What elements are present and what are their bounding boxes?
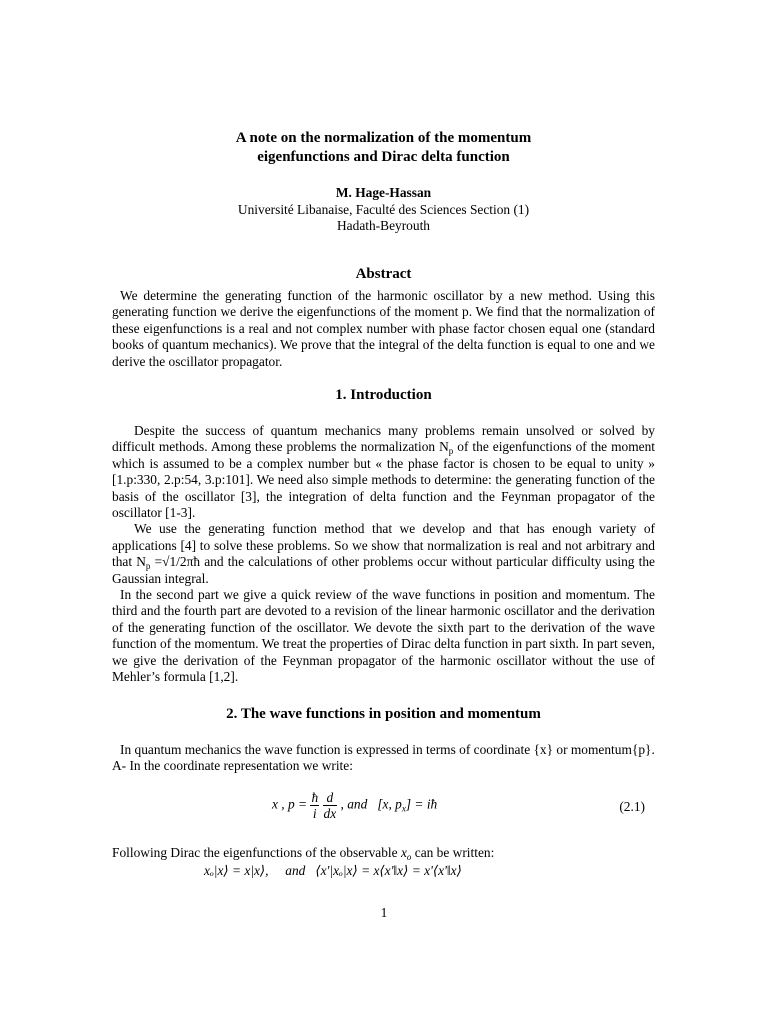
title-line-2: eigenfunctions and Dirac delta function — [257, 149, 510, 165]
title-line-1: A note on the normalization of the momentum — [235, 130, 532, 146]
section-heading-introduction: 1. Introduction — [335, 387, 432, 403]
intro-paragraph-3: In the second part we give a quick review of the wave functions in position and momentum. The third and the fourth part are devoted to a revision of the linear harmonic oscillator and the derivation of the generating function of the oscillator. We devote the sixth part to the derivation of the wave function of the momentum. We treat the properties of Dirac delta function in part sixth. In part seven, we give the derivation of the Feynman propagator of the harmonic oscillator without the use of Mehler’s formula [1,2]. — [112, 587, 655, 685]
section2-paragraph-3: Following Dirac the eigenfunctions of the observable $x_o$ can be written: — [112, 845, 495, 862]
intro-paragraph-1: Despite the success of quantum mechanics many problems remain unsolved or solved by difficult methods. Among these problems the normalization $N_p$ of the eigenfunctions of the moment which is assumed to be a complex number but « the phase factor is chosen to be equal to unity » [1.p:330, 2.p:54, 3.p:101]. We need also simple methods to determine: the generating function of the basis of the oscillator [3], the integration of delta function and the Feynman propagator of the oscillator [1-3]. — [112, 423, 655, 521]
author-location: Hadath-Beyrouth — [337, 218, 430, 233]
section-heading-2: 2. The wave functions in position and momentum — [226, 706, 541, 722]
intro-paragraph-2: We use the generating function method that we develop and that has enough variety of applications [4] to solve these problems. So we show that normalization is real and not arbitrary and that $N_p$ =√1/2πħ and the calculations of other problems occur without particular difficulty using the Gaussian integral. — [112, 521, 655, 586]
author-name: M. Hage-Hassan — [335, 185, 432, 200]
author-affiliation: Université Libanaise, Faculté des Sciences Section (1) — [237, 202, 530, 217]
paper-page: A note on the normalization of the momentum eigenfunctions and Dirac delta function M. Hage-Hassan Université Libanaise, Faculté des Sciences Section (1) Hadath-Beyrouth Abstract We determine the generating function of the harmonic oscillator by a new method. Using this generating function we derive the eigenfunctions of the moment p. We find that the normalization of these eigenfunctions is a real and not complex number with phase factor chosen equal one (standard books of quantum mechanics). We prove that the integral of the delta function is equal to one and we derive the oscillator propagator. 1. Introduction Despite the success of quantum mechanics many problems remain unsolved or solved by difficult methods. Among these problems the normalization $N_p$ of the eigenfunctions of the moment which is assumed to be a complex number but « the phase factor is chosen to be equal to unity » [1.p:330, 2.p:54, 3.p:101]. We need also simple methods to determine: the generating function of the basis of the oscillator [3], the integration of delta function and the Feynman propagator of the oscillator [1-3]. We use the generating function method that we develop and that has enough variety of applications [4] to solve these problems. So we show that normalization is real and not arbitrary and that $N_p$ =√1/2πħ and the calculations of other problems occur without particular difficulty using the Gaussian integral. In the second part we give a quick review of the wave functions in position and momentum. The third and the fourth part are devoted to a revision of the linear harmonic oscillator and the derivation of the generating function of the oscillator. We devote the sixth part to the derivation of the wave function of the momentum. We treat the properties of Dirac delta function in part sixth. In part seven, we give the derivation of the Feynman propagator of the harmonic oscillator without the use of Mehler’s formula [1,2]. 2. The wave functions in position and momentum In quantum mechanics the wave function is expressed in terms of coordinate {x} or momentum{p}. A- In the coordinate representation we write: x , p = $\frac{ħ}{i}$ $\frac{d}{dx}$ , and [x, $p_x$] = iħ (2.1) Following Dirac the eigenfunctions of the observable $x_o$ can be written: xₒ|x⟩ = x|x⟩, and ⟨x'|xₒ|x⟩ = x⟨x'‖x⟩ = x'⟨x'‖x⟩ 1 — [0, 0, 768, 1024]
page-number: 1 — [380, 905, 388, 920]
equation-number-2-1: (2.1) — [619, 799, 645, 814]
section2-paragraph-1: In quantum mechanics the wave function is expressed in terms of coordinate {x} or momentum{p}. — [120, 742, 655, 757]
section2-body — [112, 742, 655, 775]
abstract-text: We determine the generating function of the harmonic oscillator by a new method. Using this generating function we derive the eigenfunctions of the moment p. We find that the normalization of these eigenfunctions is a real and not complex number with phase factor chosen equal one (standard books of quantum mechanics). We prove that the integral of the delta function is equal to one and we derive the oscillator propagator. — [112, 288, 655, 369]
abstract-body — [112, 288, 655, 370]
paper-title — [112, 129, 655, 167]
introduction-body — [112, 423, 655, 686]
section2-paragraph-2: A- In the coordinate representation we write: — [112, 758, 353, 774]
fraction-d-over-dx: $\frac{d}{dx}$ — [323, 790, 337, 821]
fraction-hbar-over-i: $\frac{ħ}{i}$ — [311, 790, 319, 821]
abstract-heading: Abstract — [355, 266, 412, 282]
